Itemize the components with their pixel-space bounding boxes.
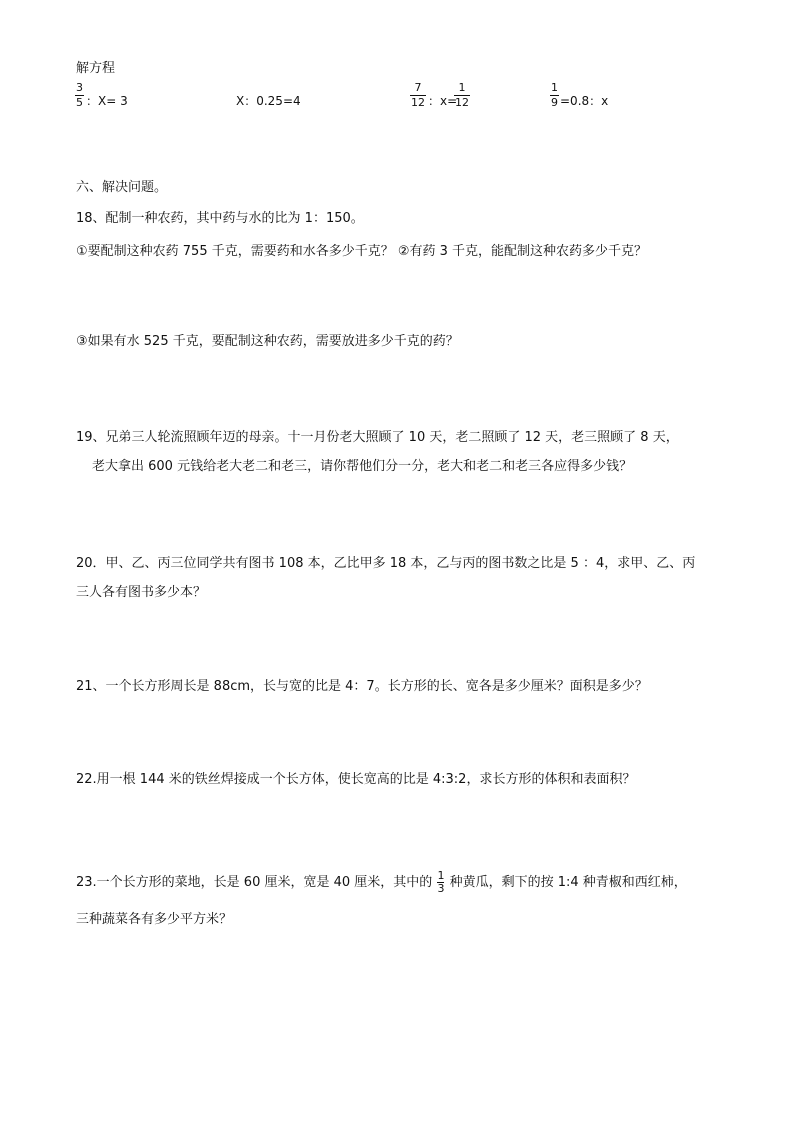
question-21: 21、一个长方形周长是 88cm，长与宽的比是 4：7。长方形的长、宽各是多少厘米？面积是多少？ xyxy=(76,679,648,694)
eq3-numerator-left: 7 xyxy=(414,81,422,94)
equations-heading: 解方程 xyxy=(76,61,116,76)
eq2-text: X：0.25=4 xyxy=(236,94,301,108)
question-20-line2: 三人各有图书多少本？ xyxy=(76,585,207,600)
question-20-line1: 20．甲、乙、丙三位同学共有图书 108 本，乙比甲多 18 本，乙与丙的图书数之比是 5 ：4，求甲、乙、丙 xyxy=(76,556,696,571)
eq3-fraction-right xyxy=(454,82,470,109)
question-22: 22.用一根 144 米的铁丝焊接成一个长方体，使长宽高的比是 4:3:2，求长方形的体积和表面积？ xyxy=(76,772,636,787)
q23-fraction xyxy=(437,870,444,895)
question-23-before: 23.一个长方形的菜地，长是 60 厘米，宽是 40 厘米，其中的 xyxy=(76,875,433,891)
section-title: 六、解决问题。 xyxy=(76,180,168,195)
eq1-rest: ：X= 3 xyxy=(86,94,128,108)
eq1-denominator: 5 xyxy=(76,96,83,110)
question-18: 18、配制一种农药，其中药与水的比为 1：150。 xyxy=(76,211,364,226)
eq4-rest: =0.8：x xyxy=(560,94,609,108)
eq3-denominator-left: 12 xyxy=(411,96,425,110)
eq4-fraction xyxy=(550,82,559,109)
eq1-fraction xyxy=(75,82,84,109)
question-23-after: 种黄瓜，剩下的按 1:4 种青椒和西红柿， xyxy=(449,875,687,891)
question-18-parts-1-2: ①要配制这种农药 755 千克，需要药和水各多少千克？ ②有药 3 千克，能配制这种农药多少千克？ xyxy=(76,244,648,259)
eq3-denominator-right: 12 xyxy=(455,96,469,110)
q23-numerator: 1 xyxy=(437,869,445,882)
eq4-numerator: 1 xyxy=(551,81,558,94)
question-18-part-3: ③如果有水 525 千克，要配制这种农药，需要放进多少千克的药？ xyxy=(76,334,459,349)
eq4-denominator: 9 xyxy=(551,96,558,110)
eq3-numerator-right: 1 xyxy=(458,81,466,94)
q23-denominator: 3 xyxy=(437,882,445,896)
question-19-line2: 老大拿出 600 元钱给老大老二和老三，请你帮他们分一分，老大和老二和老三各应得多少钱？ xyxy=(92,459,633,474)
eq3-middle: ：x= xyxy=(428,94,458,108)
eq3-fraction-left xyxy=(410,82,426,109)
question-19-line1: 19、兄弟三人轮流照顾年迈的母亲。十一月份老大照顾了 10 天，老二照顾了 12 天，老三照顾了 8 天， xyxy=(76,430,679,445)
eq1-numerator: 3 xyxy=(76,81,83,94)
question-23-line2: 三种蔬菜各有多少平方米？ xyxy=(76,912,233,927)
question-23-line1 xyxy=(76,870,687,895)
